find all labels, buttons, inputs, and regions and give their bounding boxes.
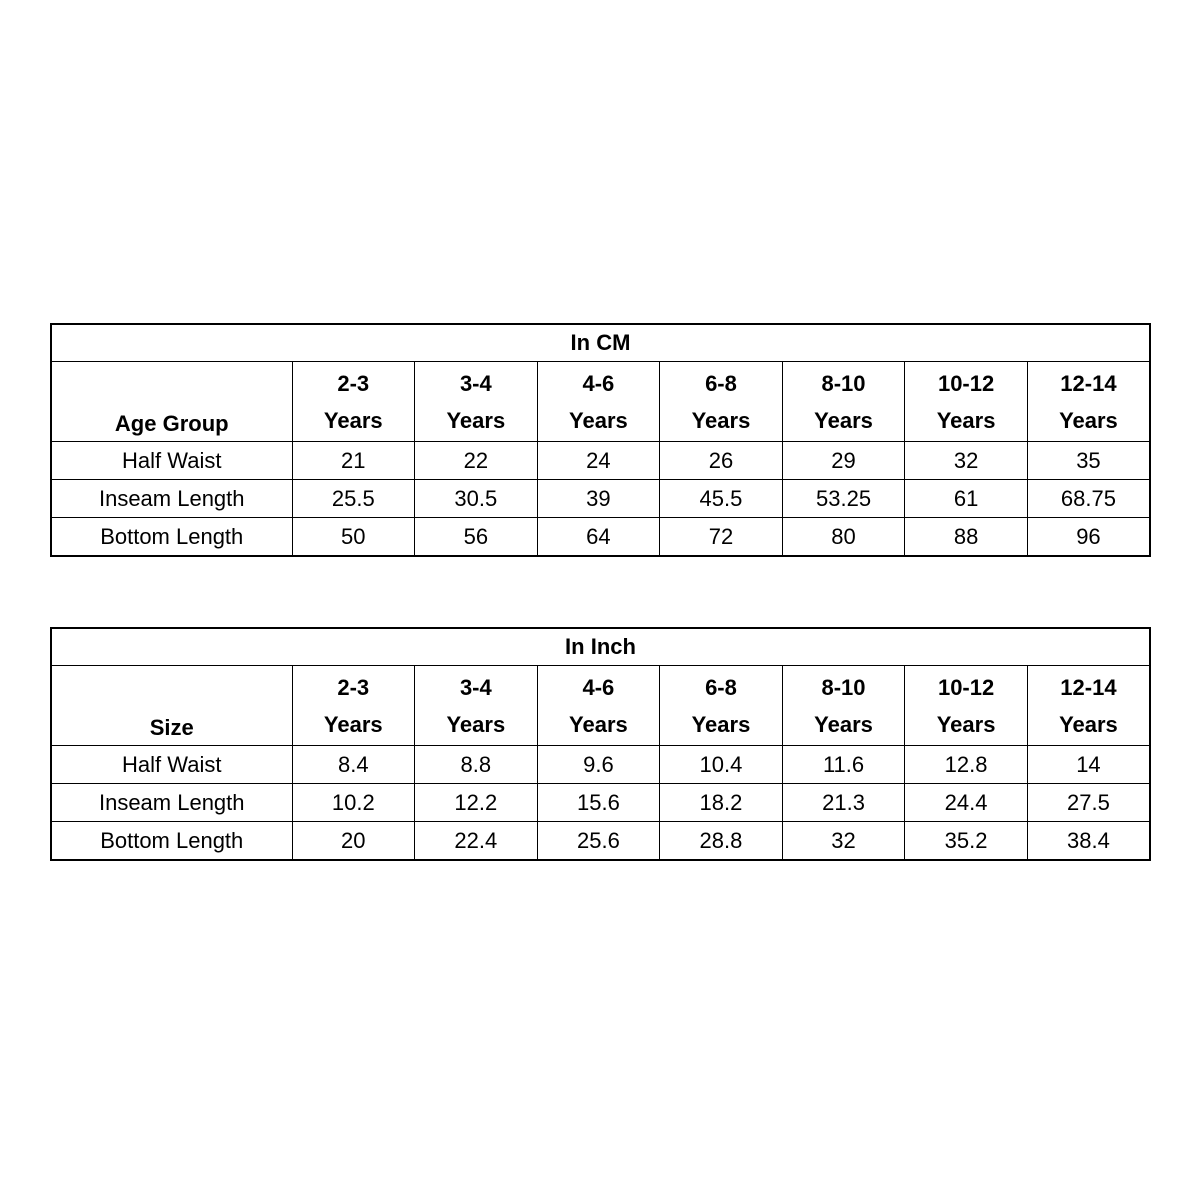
table-title: In Inch [51, 628, 1150, 666]
table-cell: 15.6 [537, 784, 660, 822]
column-header-range: 10-12 [937, 674, 995, 700]
table-cell: 88 [905, 518, 1028, 557]
column-header-unit: Years [1059, 407, 1118, 433]
column-header-range: 6-8 [705, 674, 737, 700]
column-header-range: 8-10 [821, 674, 866, 700]
row-label-header: Size [51, 666, 292, 746]
table-cell: 21 [292, 442, 415, 480]
column-header-unit: Years [814, 407, 873, 433]
table-cell: 45.5 [660, 480, 783, 518]
column-header-unit: Years [691, 407, 751, 433]
table-cell: 38.4 [1027, 822, 1150, 861]
column-header [537, 666, 660, 746]
table-row-inseam-length [51, 784, 1150, 822]
size-chart-cm-table [50, 323, 1151, 557]
table-cell: 27.5 [1027, 784, 1150, 822]
column-header [415, 362, 538, 442]
column-header-range: 6-8 [705, 370, 737, 396]
table-row-half-waist [51, 442, 1150, 480]
table-cell: 32 [782, 822, 905, 861]
column-header-range: 2-3 [337, 674, 370, 700]
table-cell: 21.3 [782, 784, 905, 822]
table-cell: 12.8 [905, 746, 1028, 784]
column-header-unit: Years [936, 711, 996, 737]
column-header-unit: Years [446, 407, 506, 433]
row-label: Half Waist [51, 442, 292, 480]
table-cell: 22 [415, 442, 538, 480]
column-header-unit: Years [936, 407, 996, 433]
table-cell: 20 [292, 822, 415, 861]
column-header-unit: Years [323, 407, 383, 433]
column-header-range: 4-6 [582, 370, 615, 396]
column-header-unit: Years [1059, 711, 1118, 737]
column-header-unit: Years [446, 711, 506, 737]
table-cell: 10.4 [660, 746, 783, 784]
table-cell: 35.2 [905, 822, 1028, 861]
column-header-range: 3-4 [459, 674, 492, 700]
column-header-range: 3-4 [459, 370, 492, 396]
table-cell: 61 [905, 480, 1028, 518]
table-header-row [51, 666, 1150, 746]
table-cell: 53.25 [782, 480, 905, 518]
row-label-header: Age Group [51, 362, 292, 442]
table-row-bottom-length [51, 518, 1150, 557]
column-header [660, 362, 783, 442]
table-cell: 8.4 [292, 746, 415, 784]
table-cell: 12.2 [415, 784, 538, 822]
column-header [905, 362, 1028, 442]
column-header-range: 10-12 [937, 370, 995, 396]
column-header [292, 666, 415, 746]
row-label: Inseam Length [51, 480, 292, 518]
table-cell: 64 [537, 518, 660, 557]
row-label: Inseam Length [51, 784, 292, 822]
table-cell: 14 [1027, 746, 1150, 784]
table-cell: 22.4 [415, 822, 538, 861]
table-cell: 10.2 [292, 784, 415, 822]
row-label: Bottom Length [51, 822, 292, 861]
table-title: In CM [51, 324, 1150, 362]
column-header-range: 4-6 [582, 674, 615, 700]
column-header [1027, 362, 1150, 442]
table-cell: 9.6 [537, 746, 660, 784]
size-chart-inch-table [50, 627, 1151, 861]
column-header-unit: Years [691, 711, 751, 737]
table-cell: 30.5 [415, 480, 538, 518]
table-cell: 50 [292, 518, 415, 557]
table-cell: 26 [660, 442, 783, 480]
table-cell: 18.2 [660, 784, 783, 822]
table-cell: 68.75 [1027, 480, 1150, 518]
column-header-range: 8-10 [821, 370, 866, 396]
column-header [782, 362, 905, 442]
column-header [292, 362, 415, 442]
table-header-row [51, 362, 1150, 442]
table-cell: 96 [1027, 518, 1150, 557]
table-cell: 80 [782, 518, 905, 557]
column-header-unit: Years [323, 711, 383, 737]
table-row-half-waist [51, 746, 1150, 784]
column-header [1027, 666, 1150, 746]
column-header-unit: Years [814, 711, 873, 737]
table-cell: 72 [660, 518, 783, 557]
column-header-range: 12-14 [1060, 370, 1117, 396]
column-header [782, 666, 905, 746]
table-cell: 29 [782, 442, 905, 480]
table-cell: 25.6 [537, 822, 660, 861]
column-header [905, 666, 1028, 746]
table-title-row [51, 324, 1150, 362]
row-label: Bottom Length [51, 518, 292, 557]
table-cell: 25.5 [292, 480, 415, 518]
table-cell: 24 [537, 442, 660, 480]
column-header [660, 666, 783, 746]
table-cell: 11.6 [782, 746, 905, 784]
column-header [537, 362, 660, 442]
row-label: Half Waist [51, 746, 292, 784]
table-cell: 24.4 [905, 784, 1028, 822]
column-header-unit: Years [569, 407, 628, 433]
column-header-unit: Years [569, 711, 628, 737]
table-cell: 39 [537, 480, 660, 518]
column-header-range: 2-3 [337, 370, 370, 396]
table-cell: 8.8 [415, 746, 538, 784]
column-header [415, 666, 538, 746]
table-row-inseam-length [51, 480, 1150, 518]
table-cell: 35 [1027, 442, 1150, 480]
table-cell: 32 [905, 442, 1028, 480]
column-header-range: 12-14 [1060, 674, 1117, 700]
table-cell: 28.8 [660, 822, 783, 861]
table-title-row [51, 628, 1150, 666]
table-row-bottom-length [51, 822, 1150, 861]
table-cell: 56 [415, 518, 538, 557]
